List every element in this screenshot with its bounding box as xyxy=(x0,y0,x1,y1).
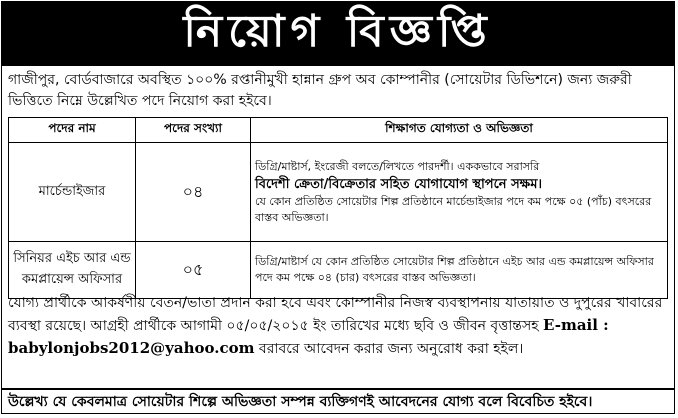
divider xyxy=(2,388,674,390)
job-advertisement xyxy=(1,1,675,414)
positions-table xyxy=(8,117,668,299)
intro-paragraph: গাজীপুর, বোর্ডবাজারে অবস্থিত ১০০% রপ্তানীমুখী হান্নান গ্রুপ অব কোম্পানীর (সোয়েটার ডিভিশনে) জন্য জরুরী ভিত্তিতে নিম্নে উল্লেখিত পদে নিয়োগ করা হইবে। xyxy=(8,72,632,109)
ad-title-banner xyxy=(2,2,674,66)
position-qualification xyxy=(251,143,668,242)
application-instructions xyxy=(8,292,670,360)
qualification-line: ডিগ্রি/মাষ্টার্স, ইংরেজী বলতে/লিখতে পারদর্শী। এককভাবে সরাসরি xyxy=(255,159,540,173)
position-name: সিনিয়র এইচ আর এন্ড কমপ্লায়েন্স অফিসার xyxy=(9,242,136,299)
qualification-line: যে কোন প্রতিষ্ঠিত সোয়েটার শিল্প প্রতিষ্ঠানে মার্চেন্ডাইজার পদে কম পক্ষে ০৫ (পাঁচ) বৎসরের বাস্তব অভিজ্ঞতা। xyxy=(255,194,652,224)
header-qualification: শিক্ষাগত যোগ্যতা ও অভিজ্ঞতা xyxy=(251,118,668,143)
position-count: ০৫ xyxy=(136,242,251,299)
position-name: মার্চেন্ডাইজার xyxy=(9,143,136,242)
contact-email: E-mail : babylonjobs2012@yahoo.com xyxy=(8,316,609,357)
header-position: পদের নাম xyxy=(9,118,136,143)
qualification-line: ডিগ্রি/মাষ্টার্স যে কোন প্রতিষ্ঠিত সোয়েটার শিল্প প্রতিষ্ঠানে এইচ আর এন্ড কমপ্লায়েন্স অফিসার পদে কম পক্ষে ০৪ (চার) বৎসরের বাস্তব অভিজ্ঞতা। xyxy=(255,255,654,284)
table-header-row xyxy=(9,118,668,143)
table-row xyxy=(9,143,668,242)
header-count: পদের সংখ্যা xyxy=(136,118,251,143)
eligibility-note: উল্লেখ্য যে কেবলমাত্র সোয়েটার শিল্পে অভিজ্ঞতা সম্পন্ন ব্যক্তিগণই আবেদনের যোগ্য বলে বিবেচিত হইবে। xyxy=(8,394,593,410)
table-row xyxy=(9,242,668,299)
qualification-line: বিদেশী ক্রেতা/বিক্রেতার সহিত যোগাযোগ স্থাপনে সক্ষম। xyxy=(255,176,543,192)
ad-title: নিয়োগ বিজ্ঞপ্তি xyxy=(183,5,493,57)
instructions-text-end: বরাবরে আবেদন করার জন্য অনুরোধ করা হইল। xyxy=(258,341,524,357)
position-qualification xyxy=(251,242,668,299)
position-count: ০৪ xyxy=(136,143,251,242)
instructions-text: যোগ্য প্রার্থীকে আকর্ষণীয় বেতন/ভাতা প্রদান করা হবে এবং কোম্পানীর নিজস্ব ব্যবস্থাপনায় যাতায়াত ও দুপুরের খাবারের ব্যবস্থা রয়েছে। আগ্রহী প্রার্থীকে আগামী ০৫/০৫/২০১৫ ইং তারিখের মধ্যে ছবি ও জীবন বৃত্তান্তসহ xyxy=(8,295,663,334)
